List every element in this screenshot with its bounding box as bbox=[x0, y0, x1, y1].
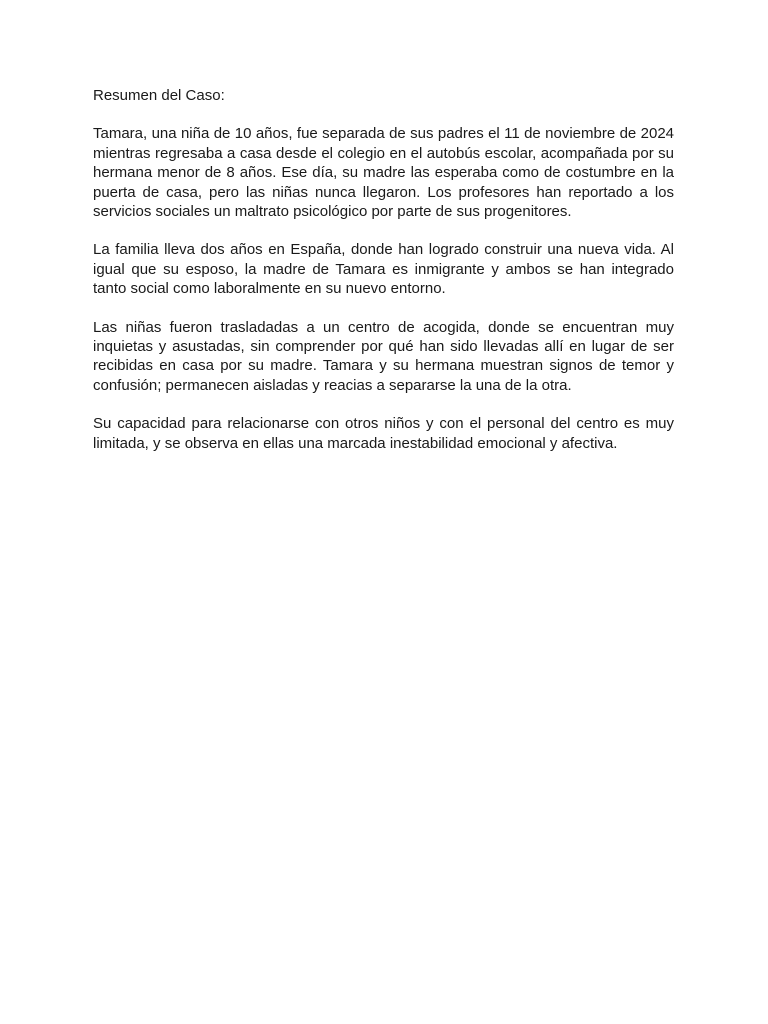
paragraph-social-capacity: Su capacidad para relacionarse con otros niños y con el personal del centro es muy limitada, y se observa en ellas una marcada inestabilidad emocional y afectiva. bbox=[93, 415, 674, 452]
document-body bbox=[93, 86, 674, 472]
paragraph-incident: Tamara, una niña de 10 años, fue separada de sus padres el 11 de noviembre de 2024 mientras regresaba a casa desde el colegio en el autobús escolar, acompañada por su hermana menor de 8 años. Ese día, su madre las esperaba como de costumbre en la puerta de casa, pero las niñas nunca llegaron. Los profesores han reportado a los servicios sociales un maltrato psicológico por parte de sus progenitores. bbox=[93, 125, 674, 221]
paragraph-family-background: La familia lleva dos años en España, donde han logrado construir una nueva vida. Al igual que su esposo, la madre de Tamara es inmigrante y ambos se han integrado tanto social como laboralmente en su nuevo entorno. bbox=[93, 241, 674, 298]
case-summary-heading: Resumen del Caso: bbox=[93, 87, 225, 104]
paragraph-foster-center: Las niñas fueron trasladadas a un centro de acogida, donde se encuentran muy inquietas y asustadas, sin comprender por qué han sido llevadas allí en lugar de ser recibidas en casa por su madre. Tamara y su hermana muestran signos de temor y confusión; permanecen aisladas y reacias a separarse la una de la otra. bbox=[93, 318, 674, 394]
